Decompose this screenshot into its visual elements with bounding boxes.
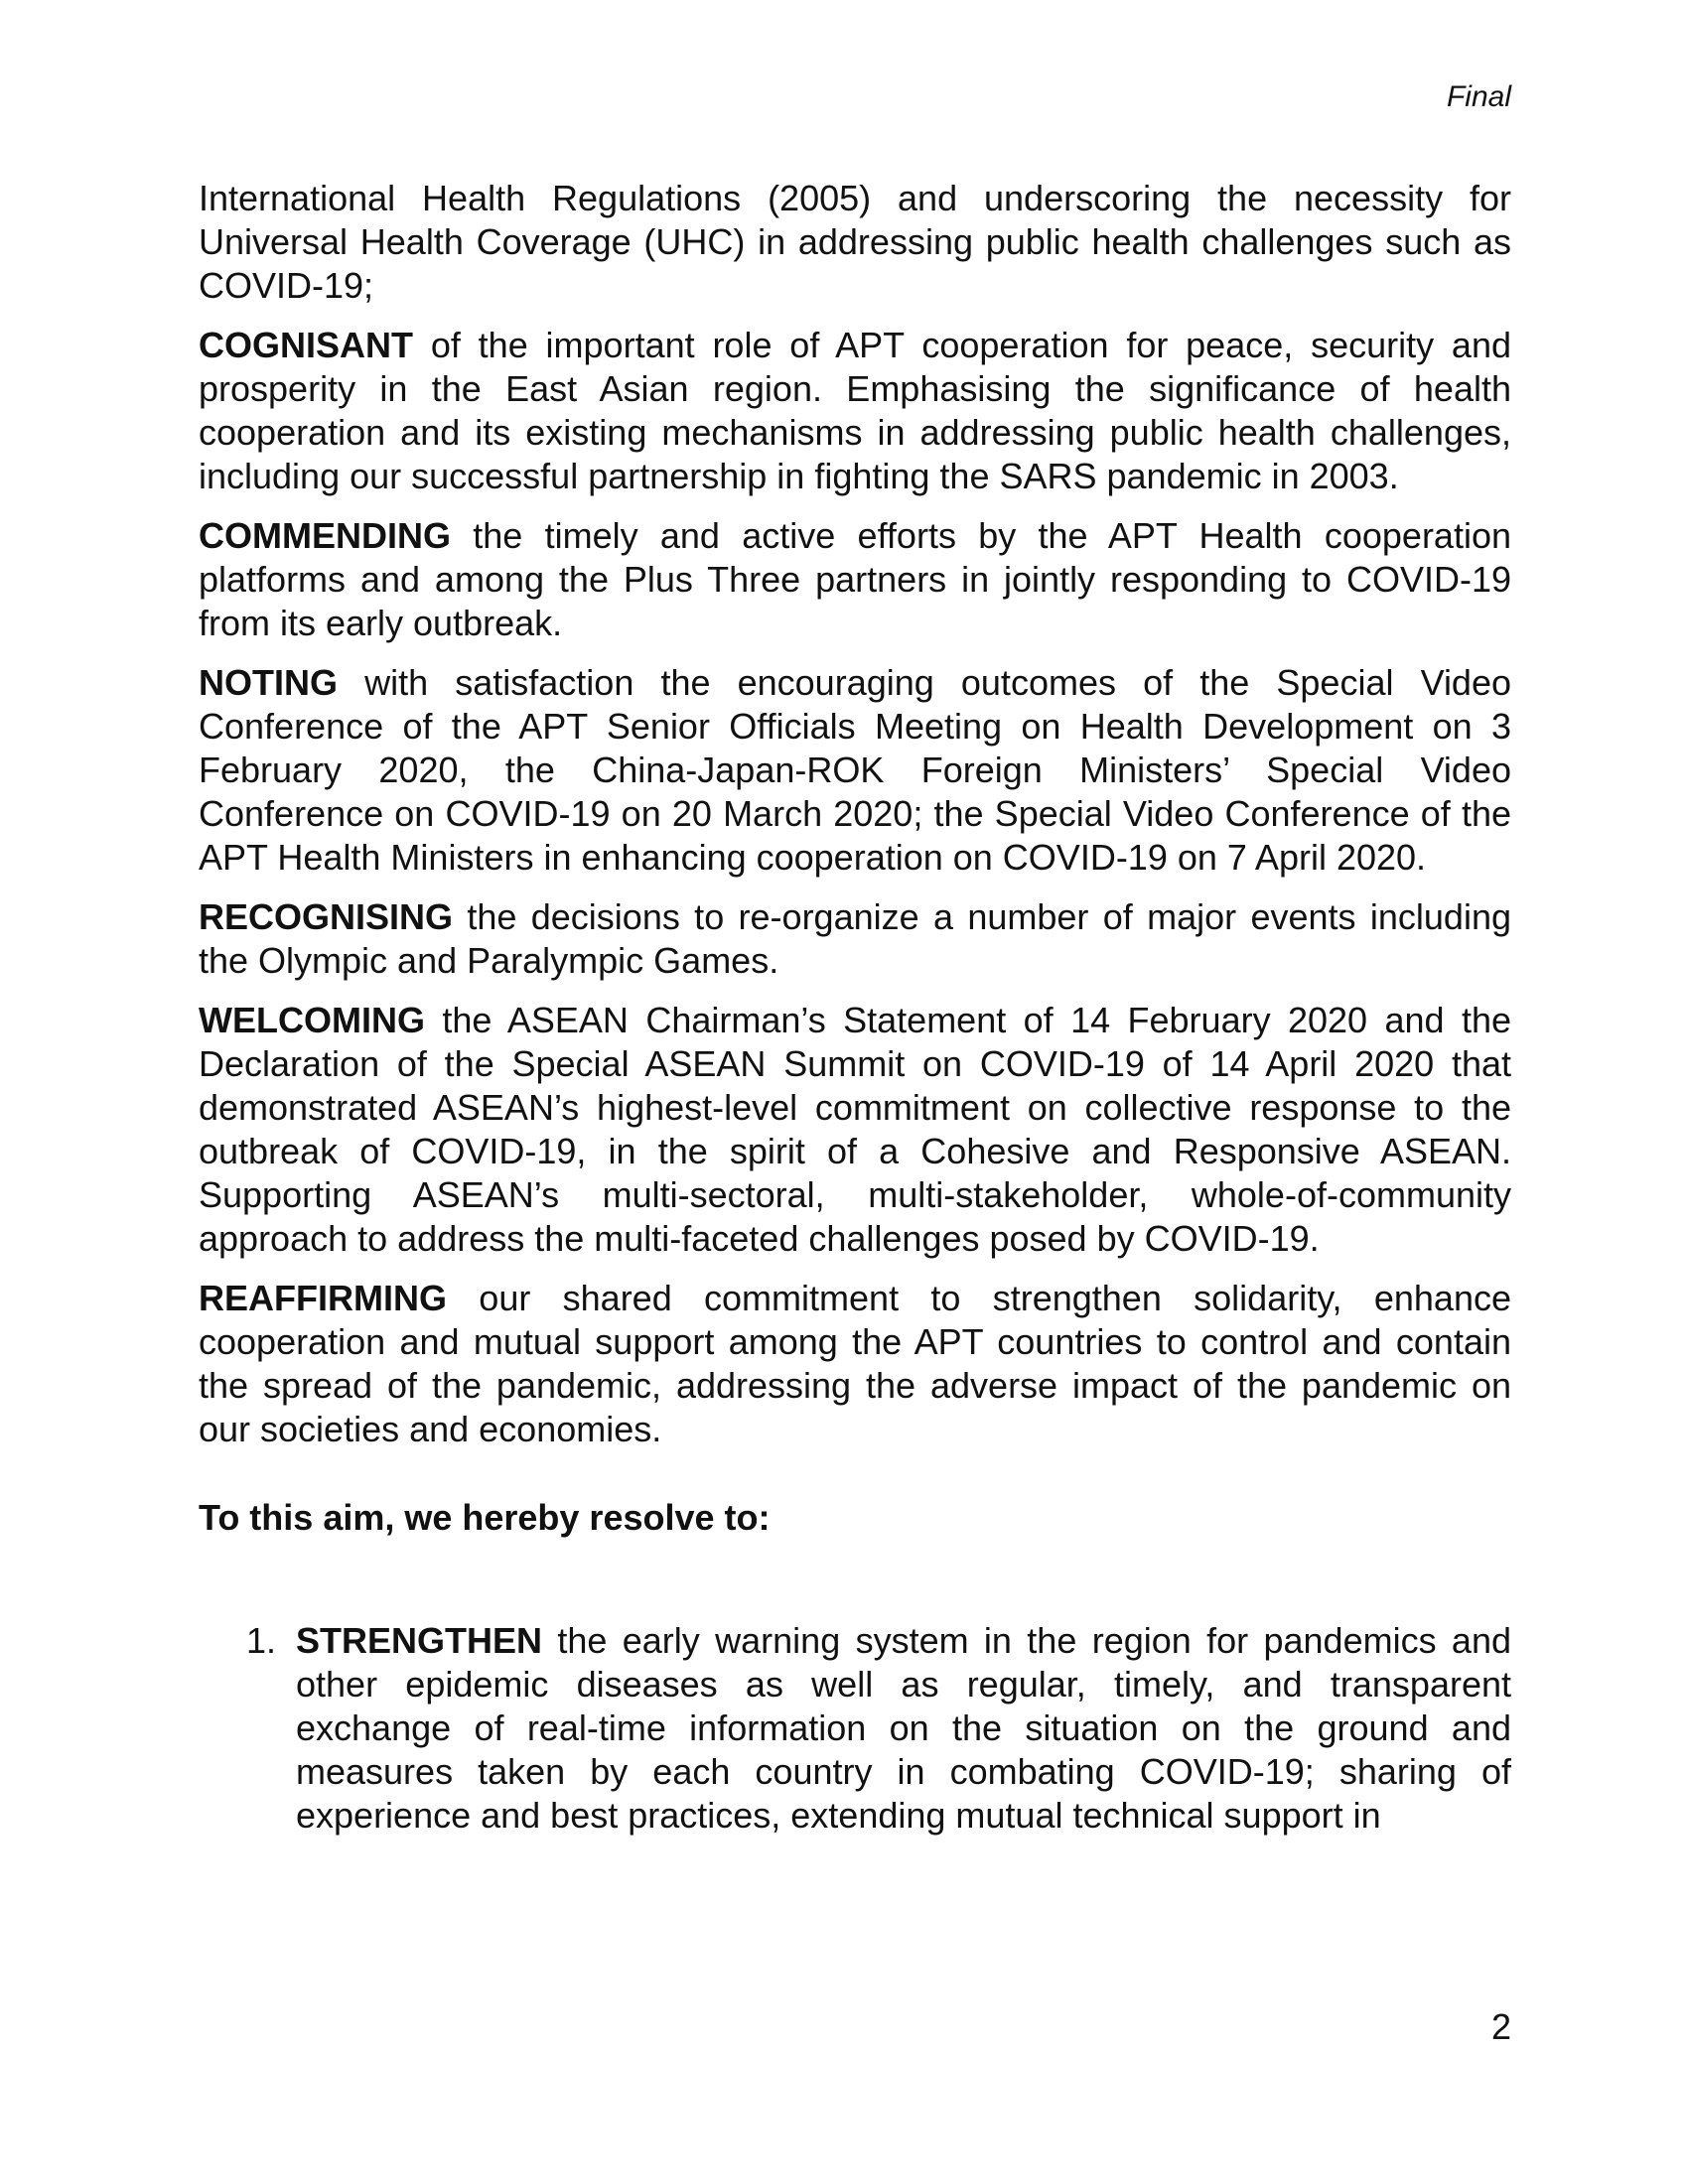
intro-continuation-paragraph: International Health Regulations (2005) and underscoring the necessity for Universal Health Coverage (UHC) in addressing public health challenges such as COVID-19;	[199, 178, 1511, 306]
paragraph-keyword: WELCOMING	[199, 1000, 425, 1040]
paragraph-keyword: RECOGNISING	[199, 896, 454, 937]
document-body	[199, 177, 1511, 1838]
resolution-item	[199, 1619, 1511, 1838]
document-status-label: Final	[1446, 80, 1511, 113]
paragraph-keyword: NOTING	[199, 662, 338, 703]
preambular-paragraph-commending	[199, 514, 1511, 645]
resolution-text: the early warning system in the region for pandemics and other epidemic diseases as well as regular, timely, and transparent exchange of real-time information on the situation on the ground and measures taken by each country in combating COVID-19; sharing of experience and best practices, extending mutual technical support in	[296, 1620, 1511, 1836]
paragraph-keyword: COMMENDING	[199, 515, 451, 556]
paragraph-text: the ASEAN Chairman’s Statement of 14 February 2020 and the Declaration of the Special ASEAN Summit on COVID-19 of 14 April 2020 that demonstrated ASEAN’s highest-level commitment on collective response to the outbreak of COVID-19, in the spirit of a Cohesive and Responsive ASEAN. Supporting ASEAN’s multi-sectoral, multi-stakeholder, whole-of-community approach to address the multi-faceted challenges posed by COVID-19.	[199, 1000, 1511, 1259]
preambular-paragraph-welcoming	[199, 999, 1511, 1261]
paragraph-text: with satisfaction the encouraging outcomes of the Special Video Conference of the APT Senior Officials Meeting on Health Development on 3 February 2020, the China-Japan-ROK Foreign Ministers’ Special Video Conference on COVID-19 on 20 March 2020; the Special Video Conference of the APT Health Ministers in enhancing cooperation on COVID-19 on 7 April 2020.	[199, 662, 1511, 878]
paragraph-text: the timely and active efforts by the APT Health cooperation platforms and among the Plus Three partners in jointly responding to COVID-19 from its early outbreak.	[199, 515, 1511, 643]
resolution-keyword: STRENGTHEN	[296, 1620, 543, 1661]
preambular-paragraph-reaffirming	[199, 1277, 1511, 1451]
paragraph-text: our shared commitment to strengthen solidarity, enhance cooperation and mutual support among the APT countries to control and contain the spread of the pandemic, addressing the adverse impact of the pandemic on our societies and economies.	[199, 1278, 1511, 1449]
preambular-paragraph-cognisant	[199, 324, 1511, 498]
resolve-heading: To this aim, we hereby resolve to:	[199, 1497, 771, 1538]
paragraph-keyword: REAFFIRMING	[199, 1278, 447, 1318]
paragraph-text: the decisions to re-organize a number of major events including the Olympic and Paralympic Games.	[199, 896, 1511, 981]
page-number: 2	[1490, 2006, 1511, 2047]
resolution-number: 1.	[246, 1620, 277, 1661]
paragraph-keyword: COGNISANT	[199, 325, 413, 365]
preambular-paragraph-noting	[199, 661, 1511, 880]
paragraph-text: of the important role of APT cooperation for peace, security and prosperity in the East Asian region. Emphasising the significance of health cooperation and its existing mechanisms in addressing public health challenges, including our successful partnership in fighting the SARS pandemic in 2003.	[199, 325, 1511, 496]
preambular-paragraph-recognising	[199, 895, 1511, 983]
